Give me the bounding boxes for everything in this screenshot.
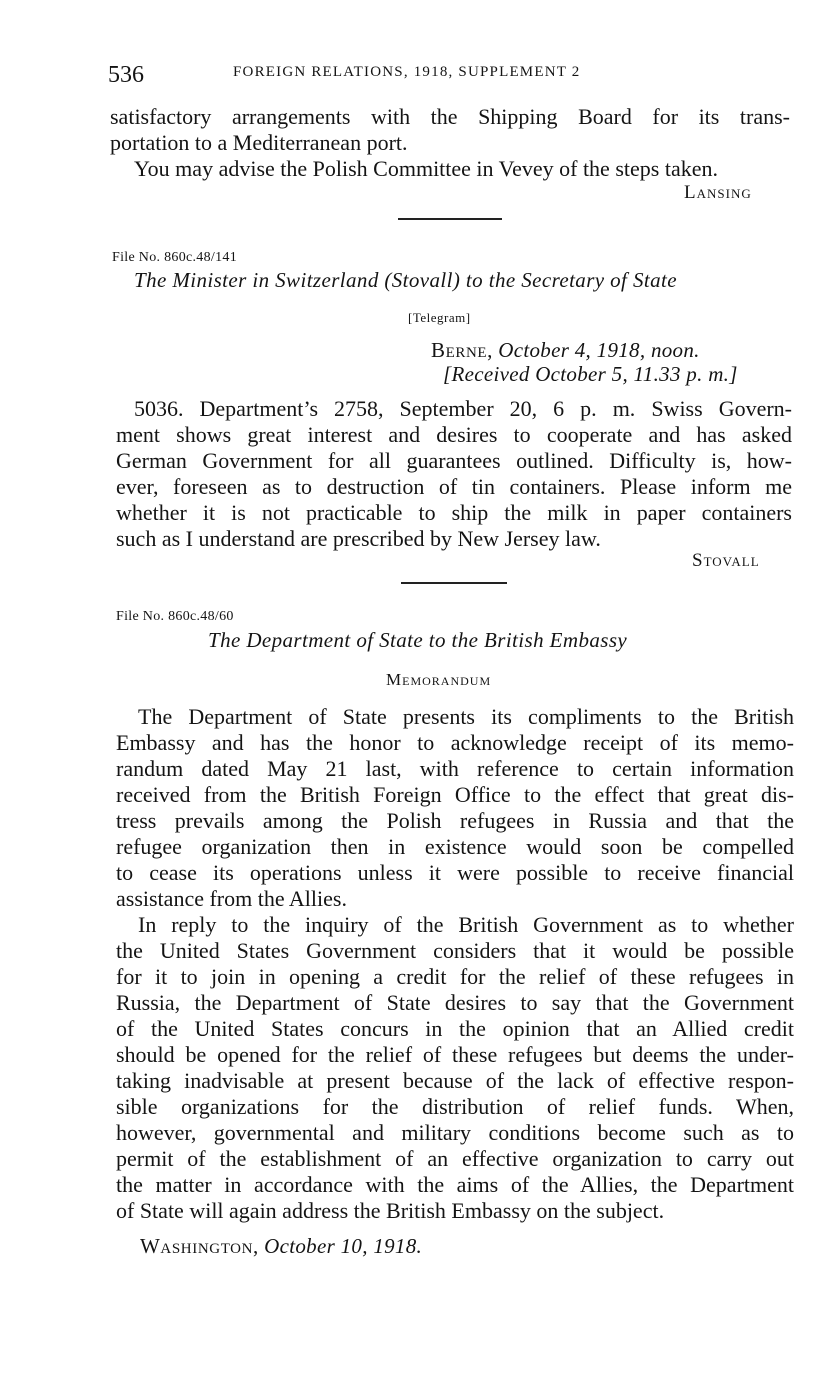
file-number: File No. 860c.48/141 [112, 250, 237, 265]
telegram-line-1: 5036. Department’s 2758, September 20, 6 p. m. Swiss Govern- [134, 396, 792, 421]
memo-para1-line-1: The Department of State presents its compliments to the British [138, 704, 794, 729]
memo-para2-line-9: however, governmental and military conditions become such as to [116, 1120, 794, 1145]
memo-para1-line-8: assistance from the Allies. [116, 886, 347, 911]
section-divider [401, 582, 507, 584]
running-title: FOREIGN RELATIONS, 1918, SUPPLEMENT 2 [233, 64, 581, 80]
telegram-line-3: German Government for all guarantees outlined. Difficulty is, how- [116, 448, 792, 473]
memo-para2-line-4: Russia, the Department of State desires to say that the Government [116, 990, 794, 1015]
dateline [431, 338, 700, 363]
memo-para1-line-4: received from the British Foreign Office to the effect that great dis- [116, 782, 794, 807]
memo-para2-line-7: taking inadvisable at present because of the lack of effective respon- [116, 1068, 794, 1093]
page-number: 536 [108, 62, 144, 88]
memo-para2-line-8: sible organizations for the distribution of relief funds. When, [116, 1094, 794, 1119]
memo-para2-line-6: should be opened for the relief of these refugees but deems the under- [116, 1042, 794, 1067]
telegram-line-5: whether it is not practicable to ship the milk in paper containers [116, 500, 792, 525]
received-line [443, 362, 738, 387]
memorandum-heading: Memorandum [386, 670, 492, 689]
memo-para1-line-3: randum dated May 21 last, with reference to certain information [116, 756, 794, 781]
continuation-line-2: portation to a Mediterranean port. [110, 130, 408, 155]
memo-para2-line-3: for it to join in opening a credit for the relief of these refugees in [116, 964, 794, 989]
telegram-line-4: ever, foreseen as to destruction of tin containers. Please inform me [116, 474, 792, 499]
continuation-paragraph: You may advise the Polish Committee in Vevey of the steps taken. [134, 156, 718, 181]
signature-stovall: Stovall [692, 550, 760, 571]
telegram-line-2: ment shows great interest and desires to cooperate and has asked [116, 422, 792, 447]
section-divider [398, 218, 502, 220]
continuation-line-1: satisfactory arrangements with the Shipping Board for its trans- [110, 104, 790, 129]
closing-place: Washington, [140, 1234, 259, 1258]
closing-dateline [140, 1234, 422, 1259]
memo-para1-line-6: refugee organization then in existence would soon be compelled [116, 834, 794, 859]
memo-para2-line-11: the matter in accordance with the aims of the Allies, the Department [116, 1172, 794, 1197]
dateline-place: Berne, [431, 338, 494, 362]
document-title: The Department of State to the British Embassy [208, 628, 628, 652]
memo-para1-line-2: Embassy and has the honor to acknowledge receipt of its memo- [116, 730, 794, 755]
closing-date: October 10, 1918. [264, 1234, 423, 1258]
memo-para2-line-12: of State will again address the British Embassy on the subject. [116, 1198, 665, 1223]
signature-lansing: Lansing [684, 182, 752, 203]
memo-para2-line-10: permit of the establishment of an effective organization to carry out [116, 1146, 794, 1171]
file-number: File No. 860c.48/60 [116, 609, 234, 624]
memo-para2-line-5: of the United States concurs in the opinion that an Allied credit [116, 1016, 794, 1041]
memo-para2-line-1: In reply to the inquiry of the British Government as to whether [138, 912, 794, 937]
memo-para1-line-5: tress prevails among the Polish refugees in Russia and that the [116, 808, 794, 833]
document-title: The Minister in Switzerland (Stovall) to the Secretary of State [134, 268, 677, 292]
received-date: [Received October 5, 11.33 p. m.] [443, 362, 738, 386]
memo-para1-line-7: to cease its operations unless it were possible to receive financial [116, 860, 794, 885]
telegram-line-6: such as I understand are prescribed by New Jersey law. [116, 526, 601, 551]
telegram-label: [Telegram] [408, 310, 471, 325]
memo-para2-line-2: the United States Government considers that it would be possible [116, 938, 794, 963]
dateline-date: October 4, 1918, noon. [498, 338, 700, 362]
